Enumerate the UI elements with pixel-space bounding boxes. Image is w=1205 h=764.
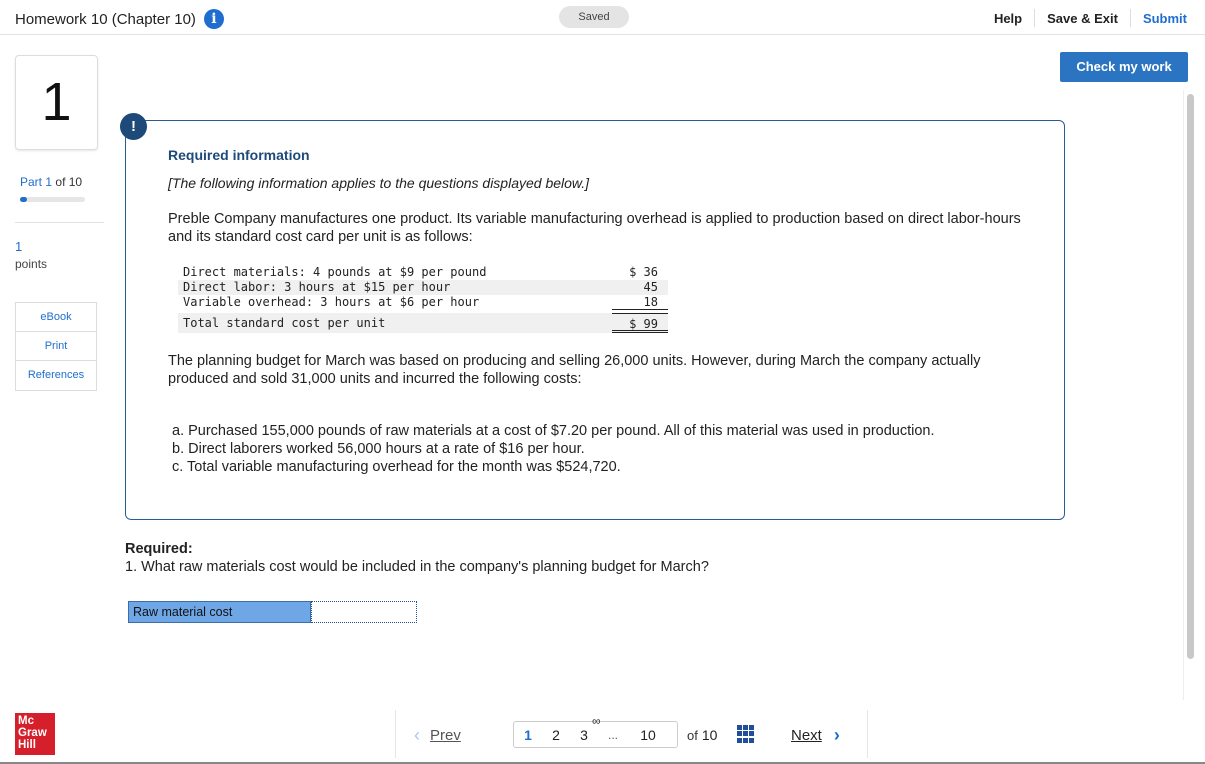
save-exit-link[interactable]: Save & Exit [1047, 10, 1118, 26]
of-label: of [687, 728, 698, 743]
budget-paragraph: The planning budget for March was based on producing and selling 26,000 units. However, during March the company actually produced and sold 31,000 units and incurred the following costs: [168, 353, 981, 387]
chevron-right-icon: › [833, 725, 840, 745]
assignment-title-text: Homework 10 (Chapter 10) [15, 10, 196, 28]
link-icon: ∞ [592, 714, 601, 728]
grid-icon[interactable] [737, 725, 755, 743]
answer-label: Raw material cost [128, 601, 311, 623]
cost-row-amount: 45 [643, 280, 658, 294]
part-progress-bar [20, 197, 85, 202]
scrollbar-thumb[interactable] [1187, 94, 1194, 659]
page-3[interactable]: 3 [580, 726, 588, 743]
logo-line: Graw [18, 727, 47, 739]
next-label: Next [791, 727, 822, 744]
submit-link[interactable]: Submit [1142, 10, 1187, 26]
assignment-title [15, 9, 224, 29]
page-ellipsis: ... [607, 727, 618, 742]
question-text: 1. What raw materials cost would be included in the company's planning budget for March? [125, 559, 709, 575]
alert-icon: ! [120, 113, 147, 140]
info-icon[interactable]: i [204, 9, 224, 29]
required-info-subtitle: [The following information applies to the questions displayed below.] [168, 175, 590, 191]
check-my-work-button[interactable]: Check my work [1060, 52, 1188, 82]
saved-status-badge: Saved [559, 6, 629, 28]
cost-row [178, 265, 668, 280]
total-pages-value: 10 [701, 727, 718, 743]
points-value: 1 [15, 239, 23, 254]
prev-button[interactable] [414, 725, 461, 746]
top-bar [0, 0, 1205, 35]
page-2[interactable]: 2 [552, 726, 560, 743]
chevron-left-icon: ‹ [414, 725, 420, 745]
cost-row [178, 295, 668, 310]
sidebar-divider [15, 222, 104, 223]
resource-links [15, 302, 97, 391]
top-links [982, 9, 1187, 27]
logo-line: Mc [18, 715, 34, 727]
page-selector [513, 714, 678, 748]
cost-row-label: Variable overhead: 3 hours at $6 per hour [183, 295, 480, 309]
ebook-link[interactable]: eBook [16, 303, 96, 332]
pagination [395, 710, 868, 758]
page-1[interactable]: 1 [524, 726, 532, 743]
page-10[interactable]: 10 [640, 726, 656, 743]
cost-row-label: Direct materials: 4 pounds at $9 per pound [183, 265, 487, 279]
standard-cost-table [178, 265, 668, 333]
list-item: a. Purchased 155,000 pounds of raw materials at a cost of $7.20 per pound. All of this material was used in production. [172, 423, 935, 439]
part-indicator [20, 175, 82, 189]
total-cost-label: Total standard cost per unit [183, 316, 386, 330]
required-heading: Required: [125, 541, 193, 557]
points-label: points [15, 257, 48, 271]
part-prefix: Part [20, 175, 43, 189]
raw-material-cost-input[interactable] [311, 601, 417, 623]
cost-row [178, 280, 668, 295]
print-link[interactable]: Print [16, 332, 96, 361]
cost-row-amount: 18 [612, 295, 668, 310]
cost-row-label: Direct labor: 3 hours at $15 per hour [183, 280, 451, 294]
part-number: 1 [45, 175, 53, 189]
prev-label: Prev [430, 727, 461, 744]
references-link[interactable]: References [27, 369, 85, 381]
next-button[interactable] [791, 725, 840, 746]
required-info-title: Required information [168, 147, 310, 163]
list-item: b. Direct laborers worked 56,000 hours at a rate of $16 per hour. [172, 441, 585, 457]
question-number: 1 [15, 55, 98, 150]
part-suffix: of 10 [55, 175, 83, 189]
part-progress-fill [20, 197, 27, 202]
mcgraw-hill-logo [15, 713, 55, 755]
answer-row [128, 601, 417, 623]
total-cost-amount: $ 99 [612, 313, 668, 333]
total-cost-row [178, 313, 668, 333]
list-item: c. Total variable manufacturing overhead for the month was $524,720. [172, 459, 621, 475]
question-block [125, 540, 709, 576]
costs-list [172, 422, 935, 476]
cost-row-amount: $ 36 [629, 265, 658, 279]
intro-paragraph: Preble Company manufactures one product. Its variable manufacturing overhead is applied to production based on direct labor-hours and its standard cost card per unit is as follows: [168, 211, 1021, 245]
total-pages [687, 727, 717, 743]
help-link[interactable]: Help [993, 10, 1023, 26]
scrollbar[interactable] [1183, 90, 1197, 700]
logo-line: Hill [18, 739, 36, 751]
